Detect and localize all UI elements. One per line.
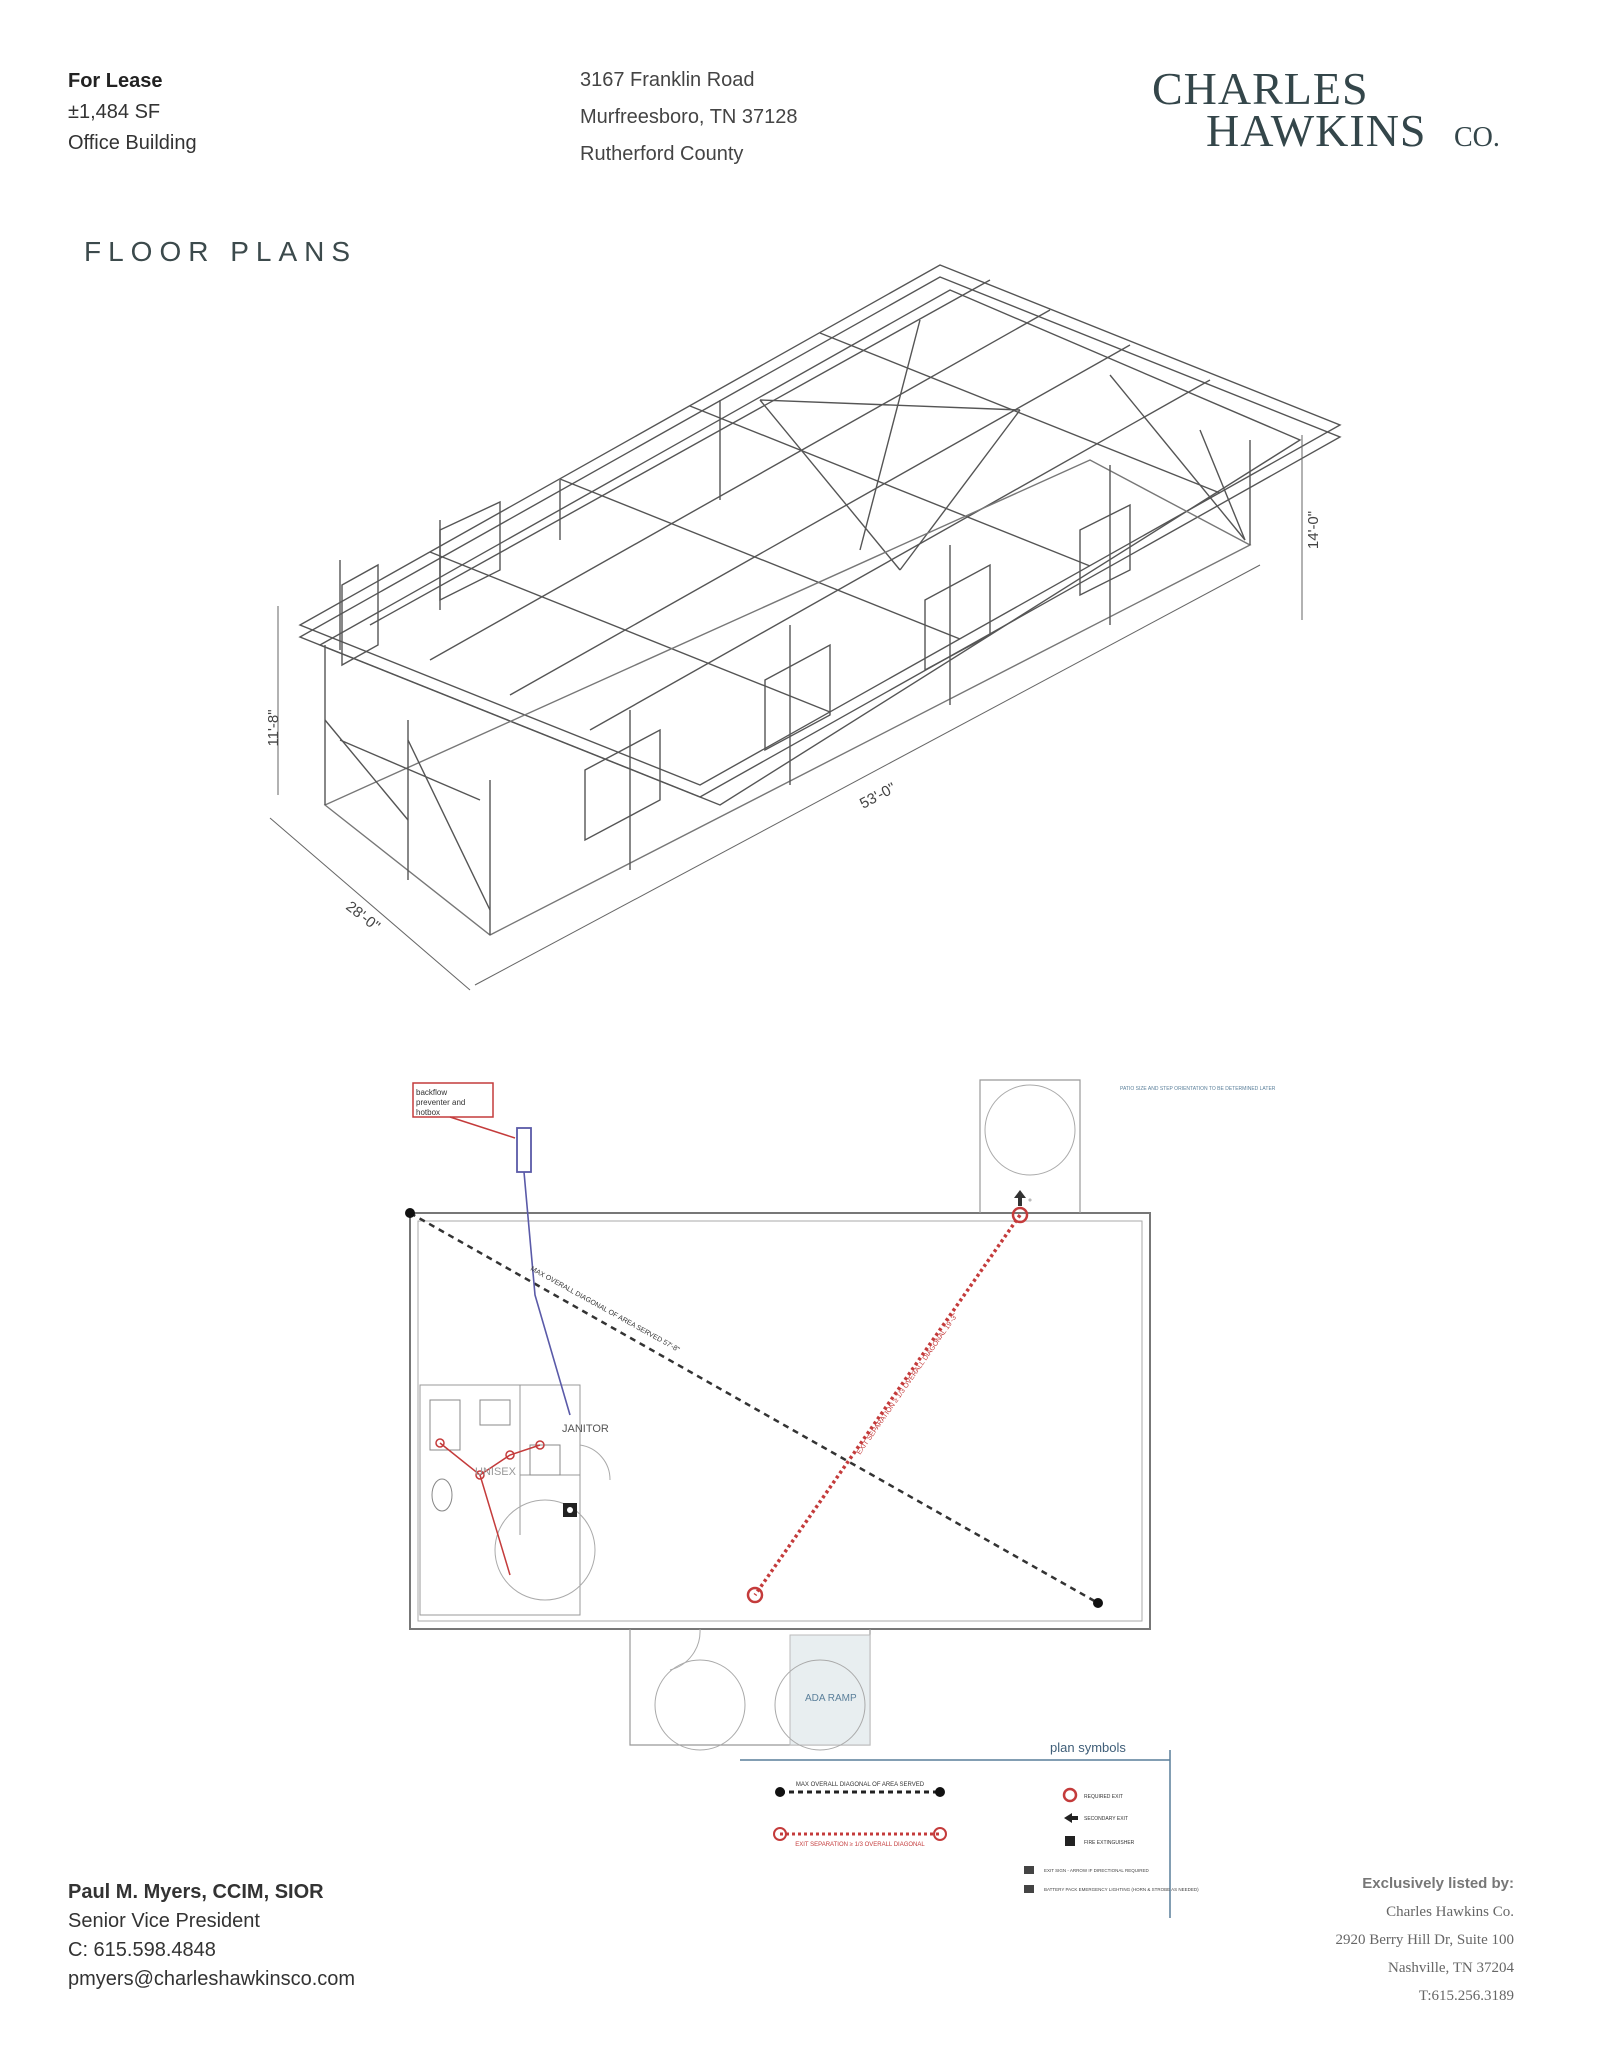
- listing-address1: 2920 Berry Hill Dr, Suite 100: [1335, 1932, 1514, 1948]
- legend-title: plan symbols: [1050, 1740, 1126, 1755]
- legend-exit-separation: EXIT SEPARATION ≥ 1/3 OVERALL DIAGONAL: [795, 1842, 925, 1848]
- logo-line2: HAWKINS: [1206, 105, 1427, 156]
- legend-exit-sign: EXIT SIGN - ARROW IF DIRECTIONAL REQUIRED: [1044, 1868, 1149, 1873]
- address-line1: 3167 Franklin Road: [580, 69, 755, 91]
- property-type: Office Building: [68, 132, 197, 154]
- room-janitor: JANITOR: [562, 1423, 609, 1435]
- logo-suffix: CO.: [1454, 122, 1500, 153]
- legend-secondary-exit: SECONDARY EXIT: [1084, 1816, 1128, 1822]
- broker-name: Paul M. Myers, CCIM, SIOR: [68, 1881, 324, 1903]
- logo-line1: CHARLES: [1152, 63, 1369, 114]
- plan-symbols-legend: [740, 1740, 1199, 1920]
- exit-separation-label: EXIT SEPARATION ≥ 1/3 OVERALL DIAGONAL 19'-3": [855, 1312, 960, 1457]
- patio-note: PATIO SIZE AND STEP ORIENTATION TO BE DETERMINED LATER: [1120, 1086, 1276, 1092]
- legend-diagonal: MAX OVERALL DIAGONAL OF AREA SERVED: [795, 1782, 925, 1788]
- company-logo: [1152, 62, 1512, 156]
- room-unisex: UNISEX: [475, 1466, 516, 1478]
- legend-battery-pack: BATTERY PACK EMERGENCY LIGHTING (HORN & STROBE AS NEEDED): [1044, 1887, 1199, 1892]
- property-address: [580, 62, 798, 173]
- address-line2: Murfreesboro, TN 37128: [580, 106, 798, 128]
- broker-phone: C: 615.598.4848: [68, 1939, 216, 1961]
- exit-separation-line: [755, 1215, 1020, 1595]
- max-diagonal-line: [410, 1213, 1098, 1603]
- dim-height-right: 14'-0": [1305, 510, 1322, 550]
- ada-ramp-label: ADA RAMP: [805, 1693, 857, 1704]
- listing-info: [1335, 1870, 1514, 2010]
- size-sf: ±1,484 SF: [68, 101, 161, 123]
- dim-width: 28'-0": [342, 897, 384, 935]
- listing-lead: Exclusively listed by:: [1362, 1875, 1514, 1892]
- broker-email: pmyers@charleshawkinsco.com: [68, 1968, 356, 1990]
- floor-plan-drawing: [380, 1055, 1276, 1704]
- county: Rutherford County: [580, 143, 744, 165]
- dim-length: 53'-0": [857, 779, 899, 813]
- listing-summary: [68, 66, 197, 159]
- isometric-frame-drawing: [260, 240, 1340, 1000]
- callout-backflow: backflow preventer and hotbox: [416, 1088, 466, 1117]
- section-title: FLOOR PLANS: [84, 236, 358, 267]
- dim-height-left: 11'-8": [265, 709, 282, 747]
- broker-title: Senior Vice President: [68, 1910, 260, 1932]
- listing-company: Charles Hawkins Co.: [1386, 1904, 1514, 1920]
- lease-status: For Lease: [68, 70, 163, 92]
- broker-contact: [68, 1878, 355, 1994]
- legend-required-exit: REQUIRED EXIT: [1084, 1794, 1123, 1800]
- listing-phone: T:615.256.3189: [1418, 1988, 1514, 2004]
- diagonal-label: MAX OVERALL DIAGONAL OF AREA SERVED 57'-8": [529, 1265, 681, 1354]
- legend-fire-extinguisher: FIRE EXTINGUISHER: [1084, 1840, 1135, 1846]
- listing-address2: Nashville, TN 37204: [1388, 1960, 1514, 1976]
